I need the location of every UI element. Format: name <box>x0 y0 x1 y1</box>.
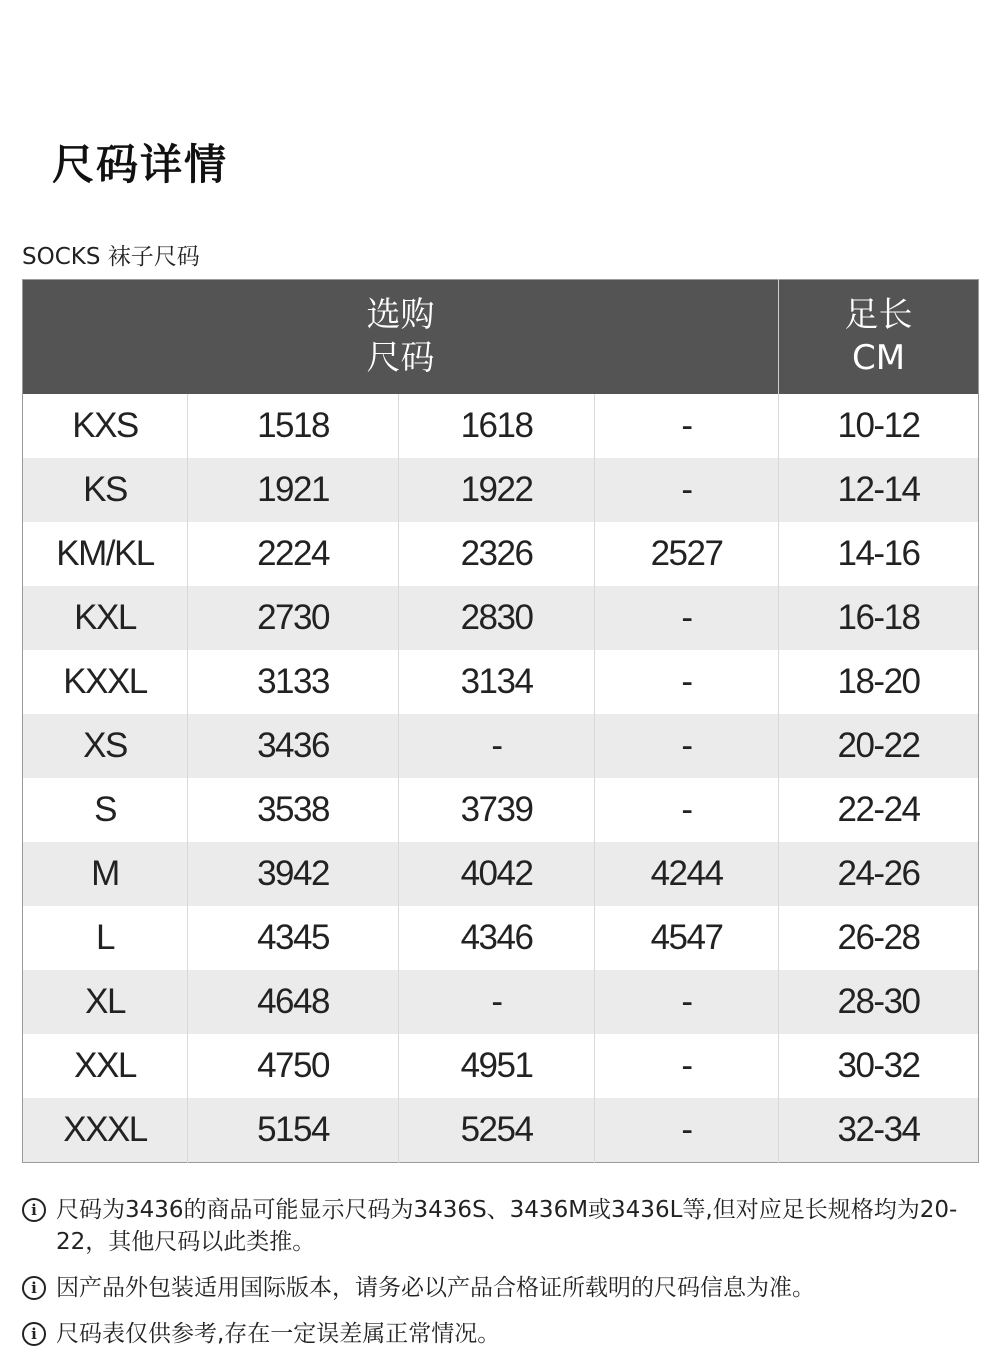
size-code-cell: KS <box>23 458 188 522</box>
note-item <box>22 1194 982 1258</box>
table-row <box>23 522 979 586</box>
foot-length-cell: 10-12 <box>779 394 979 458</box>
info-icon: i <box>22 1276 46 1300</box>
size-number-1-cell: 1518 <box>188 394 399 458</box>
foot-length-cell: 20-22 <box>779 714 979 778</box>
size-number-1-cell: 3538 <box>188 778 399 842</box>
size-number-1-cell: 3133 <box>188 650 399 714</box>
header-select-size <box>23 280 779 395</box>
table-row <box>23 714 979 778</box>
size-number-3-cell: - <box>595 1034 779 1098</box>
size-number-3-cell: - <box>595 970 779 1034</box>
size-code-cell: KM/KL <box>56 534 154 573</box>
size-code-cell: L <box>96 918 114 957</box>
size-number-2-cell: 3134 <box>399 650 595 714</box>
note-item <box>22 1272 982 1304</box>
foot-length-cell: 30-32 <box>779 1034 979 1098</box>
size-code-cell: KXL <box>23 586 188 650</box>
size-number-2-cell: 2326 <box>399 522 595 586</box>
table-row <box>23 650 979 714</box>
info-icon: i <box>22 1198 46 1222</box>
table-row <box>23 778 979 842</box>
size-number-3-cell: - <box>595 1098 779 1163</box>
size-number-2-cell: 5254 <box>399 1098 595 1163</box>
table-row <box>23 970 979 1034</box>
note-text: 因产品外包装适用国际版本，请务必以产品合格证所载明的尺码信息为准。 <box>56 1275 815 1301</box>
size-number-1-cell: 5154 <box>188 1098 399 1163</box>
size-code-cell: XXL <box>74 1046 136 1085</box>
notes-list <box>22 1194 982 1364</box>
size-number-1-cell: 3436 <box>188 714 399 778</box>
foot-length-cell: 32-34 <box>779 1098 979 1163</box>
size-number-2-cell: 1922 <box>399 458 595 522</box>
size-code-cell: XL <box>23 970 188 1034</box>
table-row <box>23 842 979 906</box>
size-number-2-cell: 4951 <box>399 1034 595 1098</box>
size-number-3-cell: - <box>595 650 779 714</box>
size-number-1-cell: 4648 <box>188 970 399 1034</box>
note-item <box>22 1318 982 1350</box>
foot-length-cell: 12-14 <box>779 458 979 522</box>
header-foot-length-label: 足长 CM <box>844 295 913 378</box>
size-number-2-cell: 3739 <box>399 778 595 842</box>
size-number-1-cell: 2224 <box>188 522 399 586</box>
size-number-2-cell: - <box>399 714 595 778</box>
page-title: 尺码详情 <box>52 140 229 189</box>
size-number-2-cell: 4042 <box>399 842 595 906</box>
size-number-3-cell: - <box>595 394 779 458</box>
foot-length-cell: 14-16 <box>779 522 979 586</box>
header-foot-length <box>779 280 979 395</box>
size-number-2-cell: 4346 <box>399 906 595 970</box>
size-number-3-cell: 4547 <box>595 906 779 970</box>
foot-length-cell: 28-30 <box>779 970 979 1034</box>
size-code-cell: S <box>94 790 116 829</box>
size-number-3-cell: - <box>595 458 779 522</box>
size-code-cell: XS <box>23 714 188 778</box>
table-row <box>23 906 979 970</box>
table-row <box>23 458 979 522</box>
table-row <box>23 394 979 458</box>
size-number-1-cell: 3942 <box>188 842 399 906</box>
size-number-1-cell: 4750 <box>188 1034 399 1098</box>
size-number-3-cell: 4244 <box>595 842 779 906</box>
size-code-cell: XXXL <box>23 1098 188 1163</box>
foot-length-cell: 16-18 <box>779 586 979 650</box>
size-code-cell: KXS <box>72 406 138 445</box>
size-code-cell: KXXL <box>63 662 147 701</box>
size-number-3-cell: 2527 <box>595 522 779 586</box>
size-number-1-cell: 1921 <box>188 458 399 522</box>
size-number-1-cell: 4345 <box>188 906 399 970</box>
size-number-1-cell: 2730 <box>188 586 399 650</box>
header-select-size-label: 选购 尺码 <box>366 295 435 378</box>
table-subtitle: SOCKS 袜子尺码 <box>22 244 200 270</box>
info-icon: i <box>22 1322 46 1346</box>
foot-length-cell: 18-20 <box>779 650 979 714</box>
size-number-3-cell: - <box>595 586 779 650</box>
table-body <box>23 394 979 1163</box>
size-code-cell: M <box>23 842 188 906</box>
size-number-2-cell: - <box>399 970 595 1034</box>
note-text: 尺码为3436的商品可能显示尺码为3436S、3436M或3436L等,但对应足长规格均为20-22，其他尺码以此类推。 <box>56 1197 958 1255</box>
note-text: 尺码表仅供参考,存在一定误差属正常情况。 <box>56 1321 501 1347</box>
table-row <box>23 586 979 650</box>
foot-length-cell: 24-26 <box>779 842 979 906</box>
size-number-3-cell: - <box>595 778 779 842</box>
foot-length-cell: 26-28 <box>779 906 979 970</box>
size-number-2-cell: 2830 <box>399 586 595 650</box>
foot-length-cell: 22-24 <box>779 778 979 842</box>
size-number-2-cell: 1618 <box>399 394 595 458</box>
table-header-row <box>23 280 979 395</box>
table-row <box>23 1098 979 1163</box>
table-row <box>23 1034 979 1098</box>
size-table <box>22 279 979 1163</box>
size-number-3-cell: - <box>595 714 779 778</box>
